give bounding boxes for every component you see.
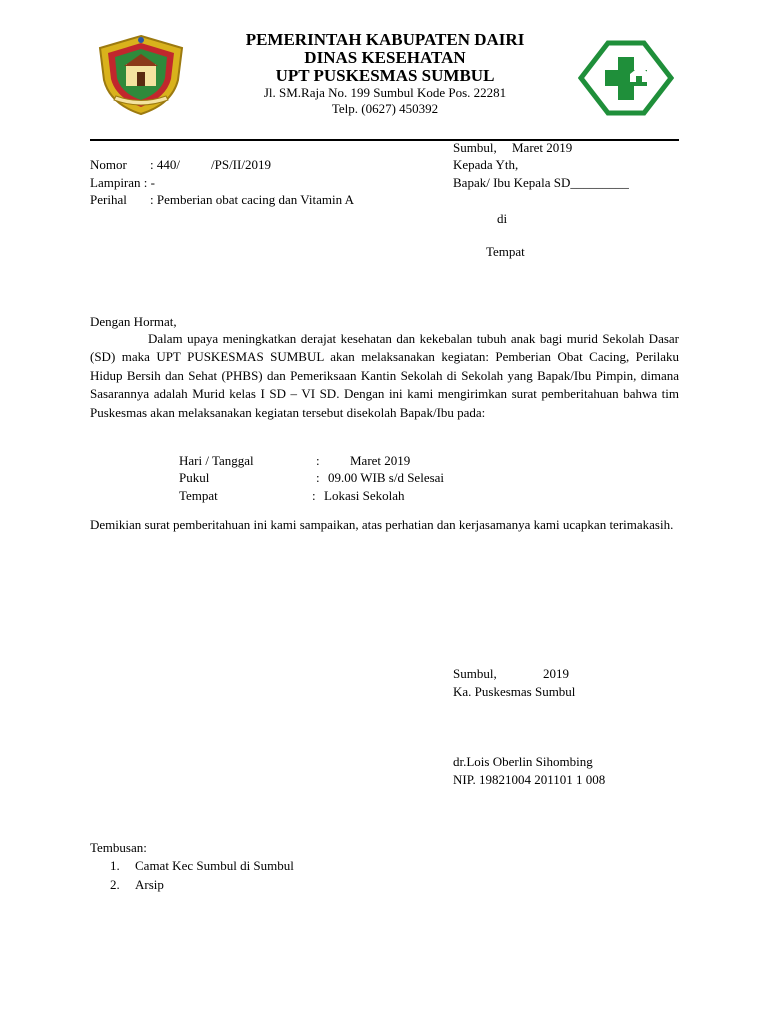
tembusan-item-num: 1. (110, 858, 120, 873)
letter-date: Maret 2019 (512, 140, 573, 155)
schedule-day-label: Hari / Tanggal (179, 453, 254, 468)
closing-paragraph: Demikian surat pemberitahuan ini kami sampaikan, atas perhatian dan kerjasamanya kami ucapkan terimakasih. (90, 517, 674, 532)
nomor-label: Nomor (90, 157, 127, 172)
district-crest-logo (96, 34, 186, 116)
schedule-place-colon: : (312, 488, 316, 503)
perihal-value: : Pemberian obat cacing dan Vitamin A (150, 192, 355, 207)
nomor-value: : 440/ (150, 157, 180, 172)
perihal-label: Perihal (90, 192, 127, 207)
tembusan-item-num: 2. (110, 877, 120, 892)
schedule-time-label: Pukul (179, 470, 210, 485)
body-paragraph (90, 330, 679, 422)
signature-title: Ka. Puskesmas Sumbul (453, 684, 576, 699)
addressee-intro: Kepada Yth, (453, 157, 519, 172)
tembusan-item: Arsip (135, 877, 164, 892)
letterhead-phone: Telp. (0627) 450392 (331, 101, 439, 116)
nomor-suffix: /PS/II/2019 (211, 157, 271, 172)
letterhead-line-3: UPT PUSKESMAS SUMBUL (275, 66, 495, 85)
tembusan-label: Tembusan: (90, 840, 147, 855)
signature-nip: NIP. 19821004 201101 1 008 (453, 772, 606, 787)
schedule-time-colon: : (316, 470, 320, 485)
tembusan-item: Camat Kec Sumbul di Sumbul (135, 858, 294, 873)
letterhead-address: Jl. SM.Raja No. 199 Sumbul Kode Pos. 22281 (263, 85, 507, 100)
letterhead-line-2: DINAS KESEHATAN (304, 48, 466, 67)
signature-place: Sumbul, (453, 666, 497, 681)
addressee-di: di (497, 211, 508, 226)
health-service-logo (578, 40, 674, 116)
schedule-day-colon: : (316, 453, 320, 468)
schedule-place-value: Lokasi Sekolah (324, 488, 405, 503)
addressee: Bapak/ Ibu Kepala SD_________ (453, 175, 629, 190)
addressee-place: Tempat (486, 244, 525, 259)
signature-year: 2019 (543, 666, 569, 681)
body-paragraph-text: Dalam upaya meningkatkan derajat kesehatan dan kekebalan tubuh anak bagi murid Sekolah Dasar (SD) maka UPT PUSKESMAS SUMBUL akan melaksanakan kegiatan: Pemberian Obat Cacing, Perilaku Hidup Bersih dan Sehat (PHBS) dan Pemeriksaan Kantin Sekolah di Sekolah yang Bapak/Ibu Pimpin, dimana Sasarannya adalah Murid kelas I SD – VI SD. Dengan ini kami mengirimkan surat pemberitahuan bahwa tim Puskesmas akan melaksanakan kegiatan tersebut disekolah Bapak/Ibu pada: (90, 331, 679, 420)
letterhead-divider (90, 139, 679, 141)
signature-name: dr.Lois Oberlin Sihombing (453, 754, 593, 769)
lampiran: Lampiran : - (90, 175, 155, 190)
schedule-place-label: Tempat (179, 488, 218, 503)
schedule-time-value: 09.00 WIB s/d Selesai (328, 470, 445, 485)
schedule-day-value: Maret 2019 (350, 453, 411, 468)
letterhead-line-1: PEMERINTAH KABUPATEN DAIRI (245, 30, 525, 49)
letter-place: Sumbul, (453, 140, 497, 155)
greeting: Dengan Hormat, (90, 314, 177, 329)
